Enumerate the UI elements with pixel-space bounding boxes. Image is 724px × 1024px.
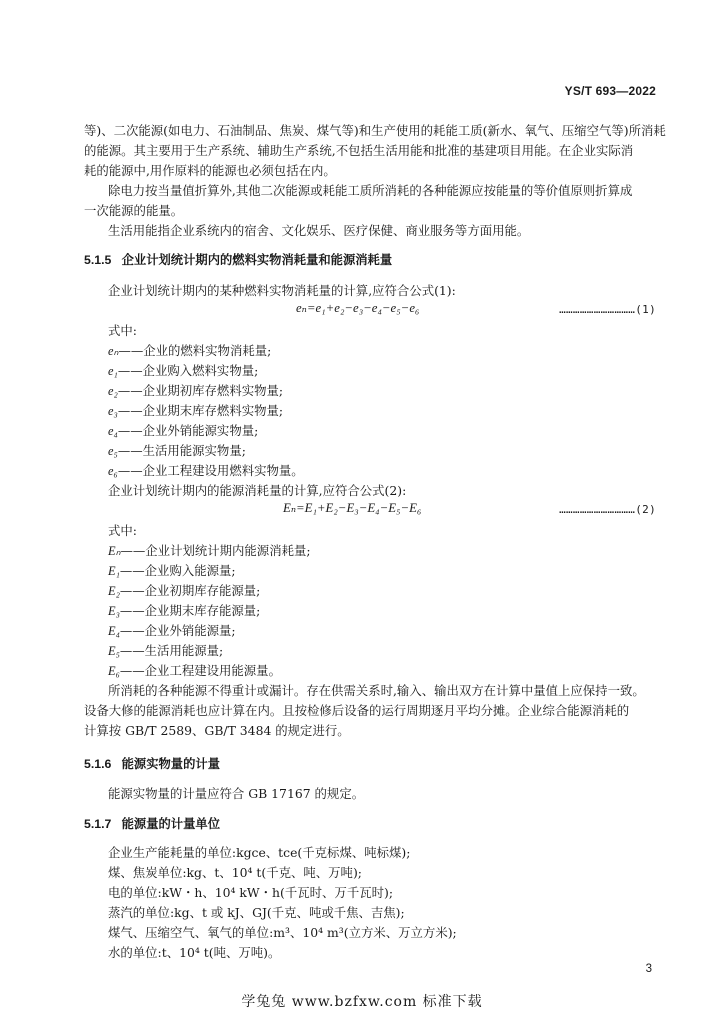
symbol: E₄ bbox=[108, 624, 120, 638]
unit-line: 蒸汽的单位:kg、t 或 kJ、GJ(千克、吨或千焦、吉焦); bbox=[108, 905, 405, 920]
definition-item bbox=[108, 341, 271, 359]
formula-1: eₙ=e₁+e₂−e₃−e₄−e₅−e₆ bbox=[296, 301, 420, 315]
text-line: 的能源。其主要用于生产系统、辅助生产系统,不包括生活用能和批准的基建项目用能。在企业实际消 bbox=[84, 143, 634, 158]
where-label-1: 式中: bbox=[108, 323, 137, 338]
symbol: Eₙ bbox=[108, 544, 121, 558]
symbol: e₂ bbox=[108, 384, 118, 398]
intro-paragraph-2 bbox=[84, 181, 632, 221]
section-title: 能源实物量的计量 bbox=[121, 757, 220, 771]
definition-item bbox=[108, 441, 246, 459]
definition-item bbox=[108, 401, 283, 419]
section-number: 5.1.5 bbox=[84, 253, 112, 267]
definition-text: ——企业期初库存燃料实物量; bbox=[117, 383, 284, 398]
definition-text: ——企业初期库存能源量; bbox=[119, 583, 261, 598]
section-number: 5.1.6 bbox=[84, 757, 112, 771]
section-5-1-6-text: 能源实物量的计量应符合 GB 17167 的规定。 bbox=[108, 786, 365, 801]
text-line: 计算按 GB/T 2589、GB/T 3484 的规定进行。 bbox=[84, 723, 350, 738]
text-line: 设备大修的能源消耗也应计算在内。且按检修后设备的运行周期逐月平均分摊。企业综合能源消耗的 bbox=[84, 703, 630, 718]
definition-text: ——企业购入燃料实物量; bbox=[117, 363, 259, 378]
symbol: E₃ bbox=[108, 604, 120, 618]
definition-item bbox=[108, 541, 311, 559]
symbol: e₄ bbox=[108, 424, 118, 438]
definition-text: ——生活用能源实物量; bbox=[117, 443, 246, 458]
symbol: e₃ bbox=[108, 404, 118, 418]
symbol: E₅ bbox=[108, 644, 120, 658]
definition-item bbox=[108, 561, 236, 579]
symbol: eₙ bbox=[108, 344, 119, 358]
definition-text: ——企业的燃料实物消耗量; bbox=[118, 343, 272, 358]
symbol: e₆ bbox=[108, 464, 118, 478]
unit-line: 企业生产能耗量的单位:kgce、tce(千克标煤、吨标煤); bbox=[108, 845, 411, 860]
definition-text: ——企业外销能源量; bbox=[119, 623, 236, 638]
section-heading-5-1-7 bbox=[84, 814, 220, 832]
section-title: 企业计划统计期内的燃料实物消耗量和能源消耗量 bbox=[121, 253, 393, 267]
definition-text: ——企业工程建设用能源量。 bbox=[119, 663, 281, 678]
definition-item bbox=[108, 661, 281, 679]
text-line: 等)、二次能源(如电力、石油制品、焦炭、煤气等)和生产使用的耗能工质(新水、氧气、压缩空气等)所消耗 bbox=[84, 123, 666, 138]
symbol: e₁ bbox=[108, 364, 118, 378]
symbol: E₂ bbox=[108, 584, 120, 598]
definition-item bbox=[108, 581, 260, 599]
definition-text: ——企业期末库存燃料实物量; bbox=[117, 403, 284, 418]
section-heading-5-1-5 bbox=[84, 250, 392, 268]
text-line: 耗的能源中,用作原料的能源也必须包括在内。 bbox=[84, 163, 336, 178]
definition-item bbox=[108, 621, 236, 639]
document-code-header: YS/T 693—2022 bbox=[564, 84, 656, 98]
definition-text: ——生活用能源量; bbox=[119, 643, 224, 658]
definition-item bbox=[108, 461, 304, 479]
page-number: 3 bbox=[645, 963, 652, 975]
definition-text: ——企业计划统计期内能源消耗量; bbox=[120, 543, 311, 558]
definition-text: ——企业工程建设用燃料实物量。 bbox=[117, 463, 304, 478]
intro-paragraph-1 bbox=[84, 121, 666, 181]
where-label-2: 式中: bbox=[108, 523, 137, 538]
text-line: 一次能源的能量。 bbox=[84, 203, 184, 218]
closing-paragraph bbox=[84, 681, 645, 741]
unit-line: 煤、焦炭单位:kg、t、10⁴ t(千克、吨、万吨); bbox=[108, 865, 362, 880]
symbol: e₅ bbox=[108, 444, 118, 458]
unit-line: 水的单位:t、10⁴ t(吨、万吨)。 bbox=[108, 945, 281, 960]
text-line: 所消耗的各种能源不得重计或漏计。存在供需关系时,输入、输出双方在计算中量值上应保持一致。 bbox=[108, 683, 645, 698]
unit-line: 电的单位:kW・h、10⁴ kW・h(千瓦时、万千瓦时); bbox=[108, 885, 393, 900]
definition-text: ——企业期末库存能源量; bbox=[119, 603, 261, 618]
formula-2: Eₙ=E₁+E₂−E₃−E₄−E₅−E₆ bbox=[283, 501, 422, 515]
definition-item bbox=[108, 601, 260, 619]
definition-text: ——企业外销能源实物量; bbox=[117, 423, 259, 438]
definition-item bbox=[108, 641, 223, 659]
formula-1-number: ……………………………(1) bbox=[559, 303, 656, 316]
footer-watermark: 学兔兔 www.bzfxw.com 标准下载 bbox=[241, 994, 483, 1010]
definition-text: ——企业购入能源量; bbox=[119, 563, 236, 578]
text-line: 除电力按当量值折算外,其他二次能源或耗能工质所消耗的各种能源应按能量的等价值原则折算成 bbox=[108, 183, 633, 198]
formula-2-intro: 企业计划统计期内的能源消耗量的计算,应符合公式(2): bbox=[108, 483, 407, 498]
symbol: E₁ bbox=[108, 564, 120, 578]
section-number: 5.1.7 bbox=[84, 817, 112, 831]
unit-line: 煤气、压缩空气、氧气的单位:m³、10⁴ m³(立方米、万立方米); bbox=[108, 925, 457, 940]
definition-item bbox=[108, 361, 258, 379]
section-heading-5-1-6 bbox=[84, 754, 220, 772]
symbol: E₆ bbox=[108, 664, 120, 678]
section-title: 能源量的计量单位 bbox=[121, 817, 220, 831]
formula-2-number: ……………………………(2) bbox=[559, 503, 656, 516]
definition-item bbox=[108, 421, 258, 439]
formula-1-intro: 企业计划统计期内的某种燃料实物消耗量的计算,应符合公式(1): bbox=[108, 283, 456, 298]
definition-item bbox=[108, 381, 283, 399]
intro-paragraph-3: 生活用能指企业系统内的宿舍、文化娱乐、医疗保健、商业服务等方面用能。 bbox=[108, 223, 530, 238]
